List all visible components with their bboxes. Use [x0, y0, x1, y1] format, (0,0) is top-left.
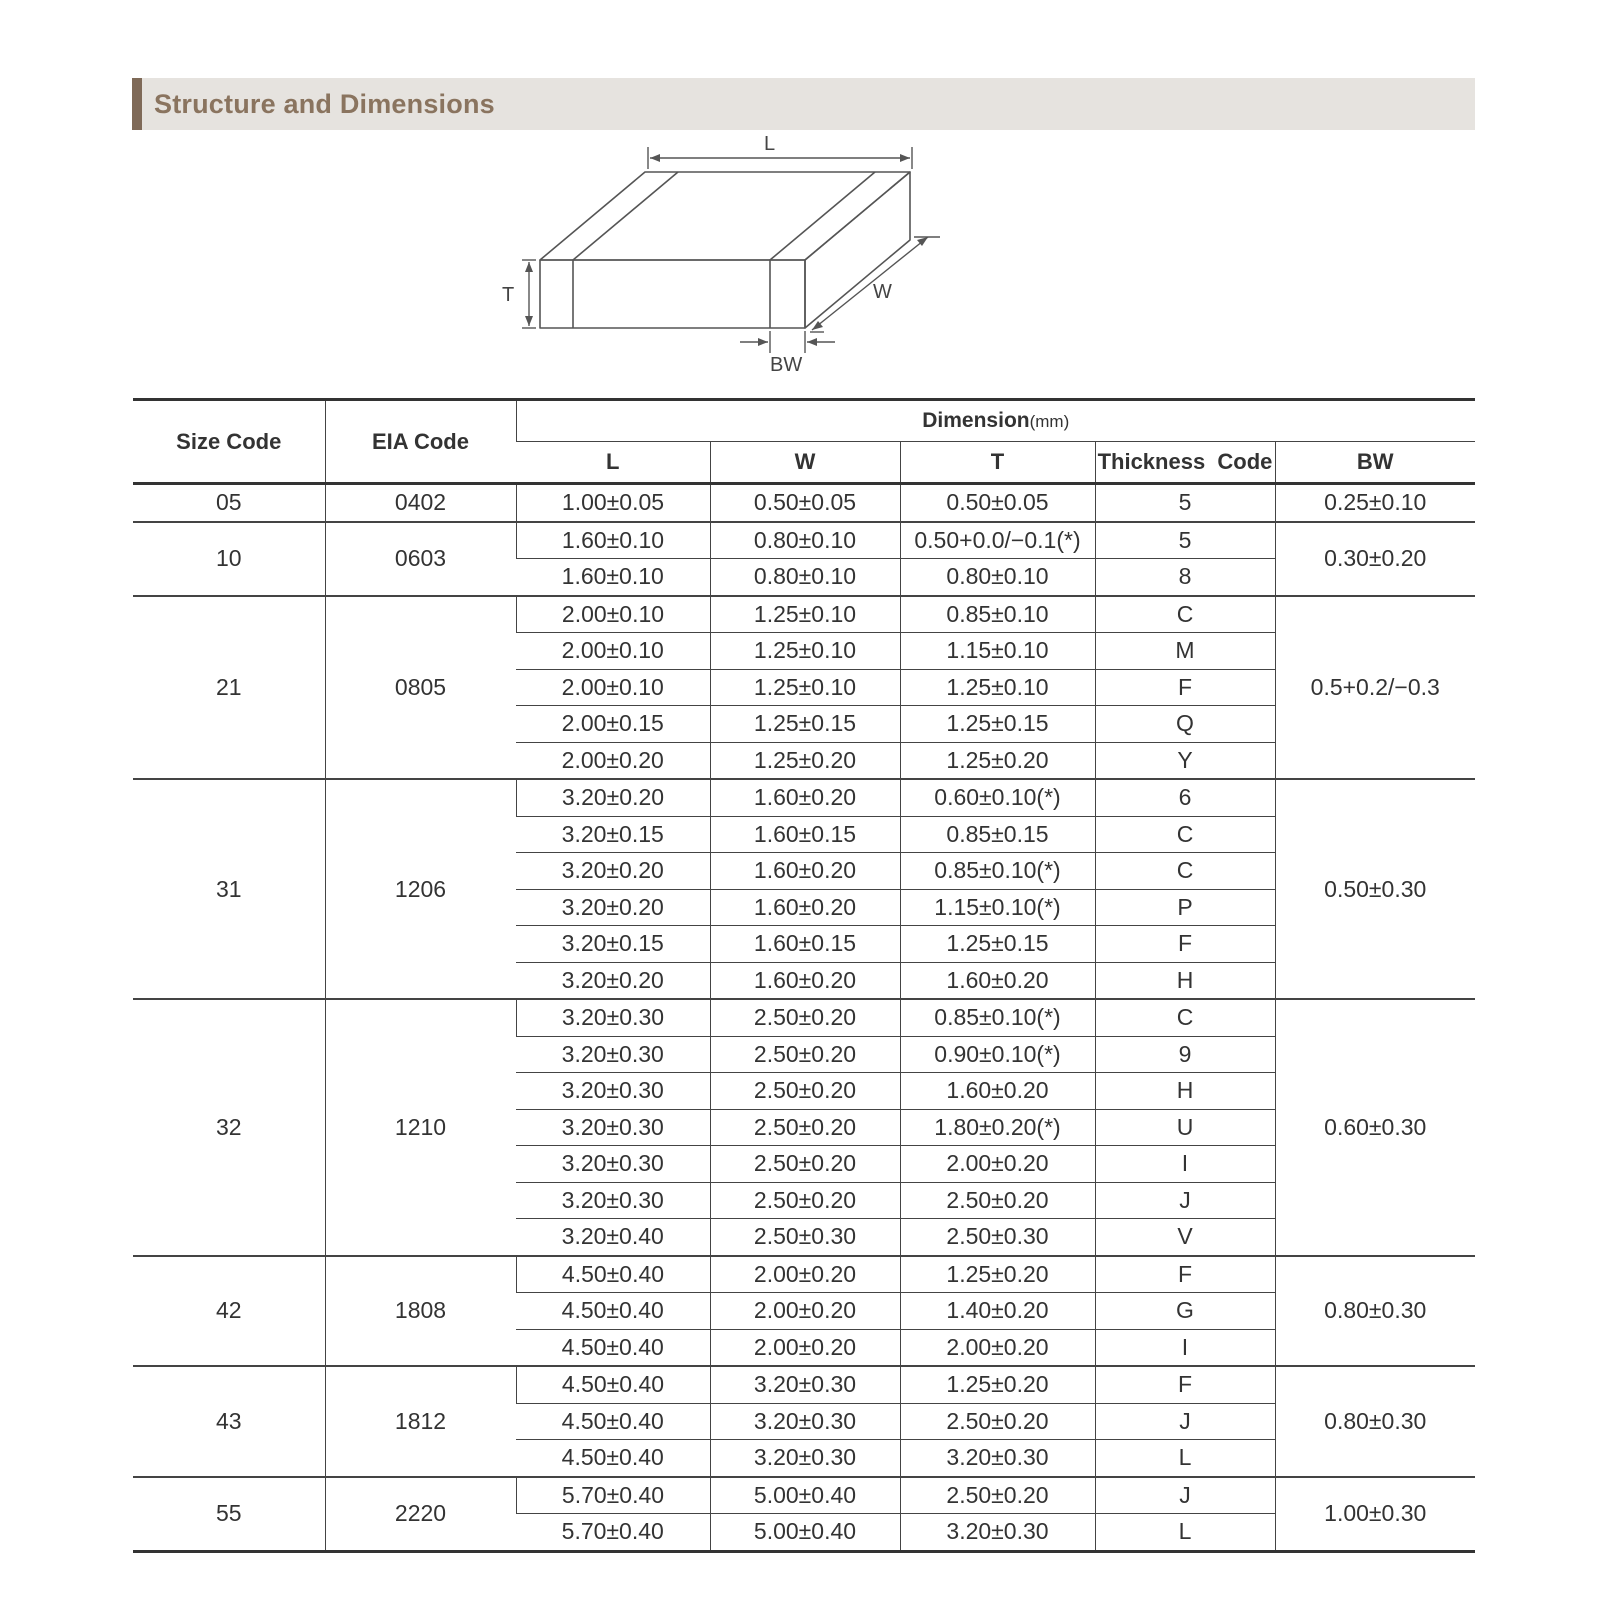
cell-bw: 0.80±0.30 [1275, 1366, 1475, 1477]
cell-bw: 0.60±0.30 [1275, 999, 1475, 1256]
cell-thickness-code: P [1095, 889, 1275, 926]
cell-t: 0.90±0.10(*) [900, 1036, 1095, 1073]
cell-w: 1.60±0.15 [710, 816, 900, 853]
cell-t: 3.20±0.30 [900, 1440, 1095, 1477]
cell-t: 1.60±0.20 [900, 962, 1095, 999]
cell-thickness-code: J [1095, 1403, 1275, 1440]
cell-w: 2.00±0.20 [710, 1293, 900, 1330]
cell-l: 3.20±0.30 [516, 1182, 710, 1219]
cell-eia-code: 1210 [325, 999, 516, 1256]
cell-t: 2.00±0.20 [900, 1146, 1095, 1183]
cell-l: 5.70±0.40 [516, 1514, 710, 1552]
cell-l: 1.60±0.10 [516, 559, 710, 596]
cell-thickness-code: C [1095, 596, 1275, 633]
cell-thickness-code: F [1095, 1256, 1275, 1293]
cell-l: 3.20±0.40 [516, 1219, 710, 1256]
cell-l: 3.20±0.30 [516, 1146, 710, 1183]
cell-t: 0.85±0.15 [900, 816, 1095, 853]
header-dimension-unit: (mm) [1029, 412, 1070, 431]
cell-size-code: 55 [133, 1477, 325, 1552]
cell-t: 2.50±0.20 [900, 1403, 1095, 1440]
cell-size-code: 42 [133, 1256, 325, 1367]
cell-w: 1.60±0.20 [710, 889, 900, 926]
cell-l: 3.20±0.30 [516, 1036, 710, 1073]
cell-thickness-code: C [1095, 853, 1275, 890]
cell-thickness-code: G [1095, 1293, 1275, 1330]
cell-w: 2.00±0.20 [710, 1256, 900, 1293]
table-row [133, 779, 1475, 816]
cell-thickness-code: 8 [1095, 559, 1275, 596]
cell-thickness-code: M [1095, 633, 1275, 670]
cell-thickness-code: U [1095, 1109, 1275, 1146]
cell-w: 1.25±0.15 [710, 706, 900, 743]
cell-l: 4.50±0.40 [516, 1329, 710, 1366]
cell-t: 1.40±0.20 [900, 1293, 1095, 1330]
cell-t: 1.25±0.15 [900, 926, 1095, 963]
cell-w: 3.20±0.30 [710, 1366, 900, 1403]
cell-size-code: 43 [133, 1366, 325, 1477]
cell-bw: 0.25±0.10 [1275, 484, 1475, 522]
cell-w: 0.80±0.10 [710, 522, 900, 559]
cell-w: 1.60±0.20 [710, 779, 900, 816]
cell-bw: 1.00±0.30 [1275, 1477, 1475, 1552]
cell-t: 3.20±0.30 [900, 1514, 1095, 1552]
cell-thickness-code: L [1095, 1440, 1275, 1477]
cell-thickness-code: 6 [1095, 779, 1275, 816]
header-w: W [710, 442, 900, 484]
cell-w: 5.00±0.40 [710, 1477, 900, 1514]
cell-l: 2.00±0.20 [516, 742, 710, 779]
cell-size-code: 32 [133, 999, 325, 1256]
table-row [133, 522, 1475, 559]
cell-l: 4.50±0.40 [516, 1366, 710, 1403]
cell-w: 3.20±0.30 [710, 1440, 900, 1477]
cell-l: 3.20±0.15 [516, 816, 710, 853]
cell-l: 4.50±0.40 [516, 1403, 710, 1440]
cell-t: 1.25±0.20 [900, 742, 1095, 779]
cell-t: 0.85±0.10(*) [900, 853, 1095, 890]
cell-t: 1.15±0.10(*) [900, 889, 1095, 926]
cell-thickness-code: C [1095, 999, 1275, 1036]
chip-dimension-diagram [500, 135, 980, 395]
cell-l: 1.60±0.10 [516, 522, 710, 559]
header-size-code: Size Code [133, 400, 325, 484]
cell-t: 0.80±0.10 [900, 559, 1095, 596]
cell-w: 2.50±0.20 [710, 1182, 900, 1219]
cell-l: 3.20±0.20 [516, 853, 710, 890]
table-row [133, 1477, 1475, 1514]
cell-t: 0.60±0.10(*) [900, 779, 1095, 816]
cell-thickness-code: 5 [1095, 484, 1275, 522]
cell-t: 1.25±0.20 [900, 1256, 1095, 1293]
cell-w: 1.25±0.20 [710, 742, 900, 779]
cell-eia-code: 1812 [325, 1366, 516, 1477]
cell-t: 2.50±0.20 [900, 1477, 1095, 1514]
cell-l: 3.20±0.20 [516, 962, 710, 999]
cell-bw: 0.80±0.30 [1275, 1256, 1475, 1367]
cell-w: 2.50±0.30 [710, 1219, 900, 1256]
cell-w: 2.50±0.20 [710, 999, 900, 1036]
cell-w: 1.60±0.20 [710, 962, 900, 999]
cell-t: 1.25±0.20 [900, 1366, 1095, 1403]
section-header [132, 78, 1475, 130]
cell-thickness-code: Q [1095, 706, 1275, 743]
header-dimension-label: Dimension [922, 409, 1030, 432]
section-title: Structure and Dimensions [154, 89, 495, 119]
cell-t: 1.80±0.20(*) [900, 1109, 1095, 1146]
header-l: L [516, 442, 710, 484]
cell-w: 2.50±0.20 [710, 1073, 900, 1110]
cell-eia-code: 2220 [325, 1477, 516, 1552]
cell-bw: 0.50±0.30 [1275, 779, 1475, 999]
cell-size-code: 10 [133, 522, 325, 596]
cell-w: 2.50±0.20 [710, 1109, 900, 1146]
cell-l: 3.20±0.30 [516, 999, 710, 1036]
cell-thickness-code: H [1095, 1073, 1275, 1110]
cell-l: 2.00±0.10 [516, 633, 710, 670]
cell-l: 3.20±0.30 [516, 1073, 710, 1110]
cell-bw: 0.5+0.2/−0.3 [1275, 596, 1475, 780]
cell-eia-code: 1808 [325, 1256, 516, 1367]
label-bw: BW [770, 354, 803, 376]
header-bw: BW [1275, 442, 1475, 484]
cell-t: 1.25±0.10 [900, 669, 1095, 706]
cell-l: 2.00±0.15 [516, 706, 710, 743]
table-row [133, 1366, 1475, 1403]
cell-w: 2.50±0.20 [710, 1036, 900, 1073]
cell-size-code: 31 [133, 779, 325, 999]
cell-thickness-code: F [1095, 926, 1275, 963]
cell-t: 0.85±0.10(*) [900, 999, 1095, 1036]
cell-w: 3.20±0.30 [710, 1403, 900, 1440]
cell-w: 2.00±0.20 [710, 1329, 900, 1366]
cell-thickness-code: F [1095, 669, 1275, 706]
cell-size-code: 21 [133, 596, 325, 780]
cell-thickness-code: H [1095, 962, 1275, 999]
cell-eia-code: 0402 [325, 484, 516, 522]
cell-l: 2.00±0.10 [516, 669, 710, 706]
cell-t: 1.60±0.20 [900, 1073, 1095, 1110]
cell-t: 1.25±0.15 [900, 706, 1095, 743]
cell-w: 0.80±0.10 [710, 559, 900, 596]
label-l: L [764, 135, 776, 155]
cell-w: 5.00±0.40 [710, 1514, 900, 1552]
cell-w: 1.25±0.10 [710, 633, 900, 670]
header-thickness-code: Thickness Code [1095, 442, 1275, 484]
cell-t: 2.50±0.30 [900, 1219, 1095, 1256]
cell-l: 1.00±0.05 [516, 484, 710, 522]
table-row [133, 484, 1475, 522]
cell-l: 2.00±0.10 [516, 596, 710, 633]
cell-bw: 0.30±0.20 [1275, 522, 1475, 596]
cell-l: 3.20±0.20 [516, 889, 710, 926]
cell-t: 0.50+0.0/−0.1(*) [900, 522, 1095, 559]
header-t: T [900, 442, 1095, 484]
cell-t: 1.15±0.10 [900, 633, 1095, 670]
cell-thickness-code: V [1095, 1219, 1275, 1256]
table-row [133, 1256, 1475, 1293]
label-t: T [502, 284, 515, 306]
cell-thickness-code: L [1095, 1514, 1275, 1552]
cell-thickness-code: I [1095, 1146, 1275, 1183]
cell-thickness-code: I [1095, 1329, 1275, 1366]
header-dimension [516, 400, 1475, 442]
table-row [133, 596, 1475, 633]
chip-side-face [805, 172, 910, 328]
cell-l: 3.20±0.15 [516, 926, 710, 963]
cell-l: 5.70±0.40 [516, 1477, 710, 1514]
cell-l: 4.50±0.40 [516, 1440, 710, 1477]
cell-eia-code: 0603 [325, 522, 516, 596]
cell-eia-code: 1206 [325, 779, 516, 999]
cell-w: 0.50±0.05 [710, 484, 900, 522]
dimension-table [133, 398, 1475, 1553]
table-row [133, 999, 1475, 1036]
cell-l: 3.20±0.20 [516, 779, 710, 816]
cell-w: 1.25±0.10 [710, 596, 900, 633]
cell-eia-code: 0805 [325, 596, 516, 780]
chip-top-face [540, 172, 910, 260]
cell-thickness-code: J [1095, 1477, 1275, 1514]
chip-front-face [540, 260, 805, 328]
label-w: W [873, 281, 892, 303]
cell-thickness-code: Y [1095, 742, 1275, 779]
cell-w: 2.50±0.20 [710, 1146, 900, 1183]
cell-l: 3.20±0.30 [516, 1109, 710, 1146]
cell-thickness-code: J [1095, 1182, 1275, 1219]
cell-l: 4.50±0.40 [516, 1293, 710, 1330]
cell-w: 1.60±0.15 [710, 926, 900, 963]
table-body [133, 484, 1475, 1552]
cell-w: 1.25±0.10 [710, 669, 900, 706]
header-eia-code: EIA Code [325, 400, 516, 484]
cell-thickness-code: F [1095, 1366, 1275, 1403]
cell-thickness-code: 9 [1095, 1036, 1275, 1073]
cell-w: 1.60±0.20 [710, 853, 900, 890]
cell-thickness-code: 5 [1095, 522, 1275, 559]
cell-t: 2.00±0.20 [900, 1329, 1095, 1366]
cell-t: 0.85±0.10 [900, 596, 1095, 633]
cell-t: 2.50±0.20 [900, 1182, 1095, 1219]
cell-l: 4.50±0.40 [516, 1256, 710, 1293]
cell-t: 0.50±0.05 [900, 484, 1095, 522]
cell-thickness-code: C [1095, 816, 1275, 853]
cell-size-code: 05 [133, 484, 325, 522]
